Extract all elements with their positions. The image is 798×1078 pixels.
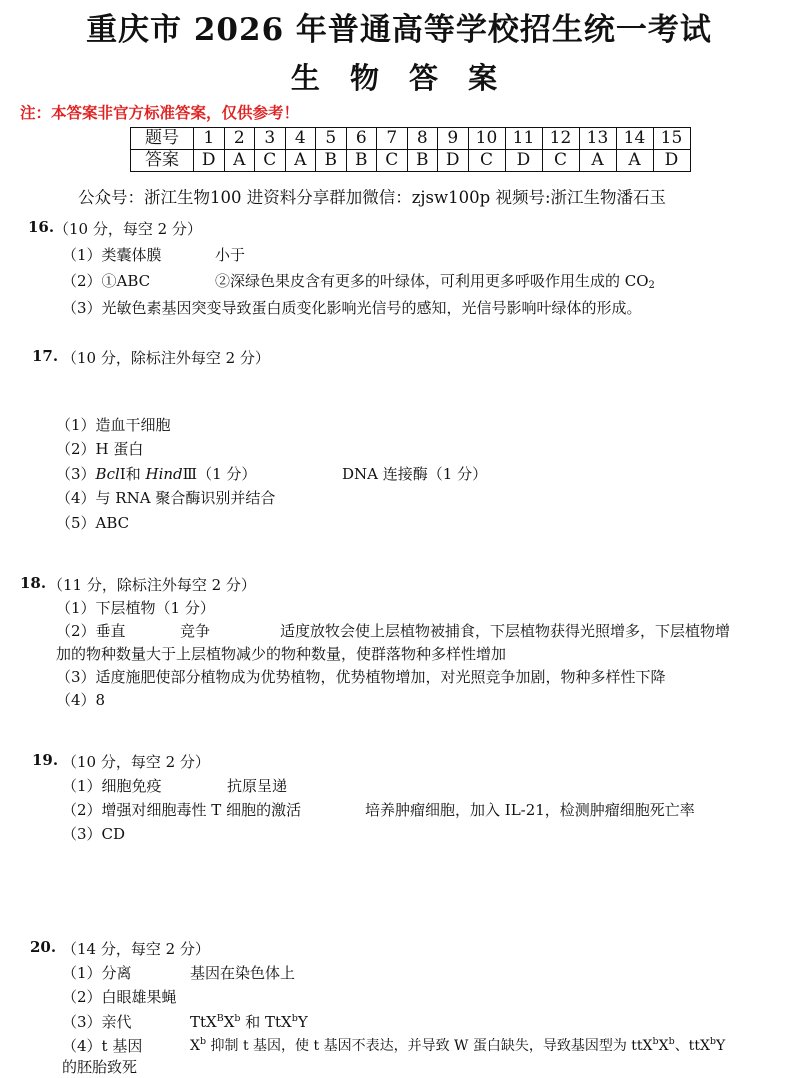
answer-18-1: （1）下层植物（1 分）	[56, 599, 215, 617]
table-cell: 15	[653, 128, 690, 150]
superscript: b	[709, 1036, 716, 1047]
answer-16-1a: （1）类囊体膜	[62, 246, 162, 264]
table-cell: 10	[468, 128, 505, 150]
table-cell: A	[616, 150, 653, 172]
table-cell: A	[285, 150, 316, 172]
table-cell: A	[579, 150, 616, 172]
table-cell: C	[542, 150, 579, 172]
table-cell: 5	[316, 128, 347, 150]
answer-17-3-text: Ⅲ（1 分）	[182, 465, 257, 483]
table-cell: 6	[346, 128, 377, 150]
row-label-answer: 答案	[131, 150, 194, 172]
question-18-score: （11 分，除标注外每空 2 分）	[48, 576, 256, 594]
answer-18-2d: 加的物种数量大于上层植物减少的物种数量，使群落物种多样性增加	[56, 645, 507, 663]
answer-19-2b: 培养肿瘤细胞，加入 IL-21，检测肿瘤细胞死亡率	[365, 801, 695, 819]
question-number-17: 17.	[32, 347, 59, 365]
answer-20-4-text: 抑制 t 基因，使 t 基因不表达，并导致 W 蛋白缺失，导致基因型为 ttX	[206, 1038, 653, 1054]
page-title: 重庆市 2026 年普通高等学校招生统一考试	[86, 12, 712, 48]
genotype-text: TtX	[190, 1013, 217, 1031]
question-number-20: 20.	[30, 938, 57, 956]
row-label-question: 题号	[131, 128, 194, 150]
table-cell: B	[316, 150, 347, 172]
genotype-text: X	[190, 1038, 200, 1054]
table-row	[131, 150, 691, 172]
table-cell: 3	[255, 128, 286, 150]
answer-17-3b: DNA 连接酶（1 分）	[342, 465, 488, 483]
question-16-score: （10 分，每空 2 分）	[54, 220, 202, 238]
answer-16-2b	[215, 270, 655, 291]
enzyme-name: Bcl	[95, 465, 120, 483]
answer-17-3	[56, 463, 256, 484]
answer-20-3a: （3）亲代	[62, 1013, 132, 1031]
answer-18-2c: 适度放牧会使上层植物被捕食，下层植物获得光照增多，下层植物增	[280, 622, 731, 640]
answer-19-2a: （2）增强对细胞毒性 T 细胞的激活	[62, 801, 302, 819]
table-cell: D	[438, 150, 469, 172]
answer-16-3: （3）光敏色素基因突变导致蛋白质变化影响光信号的感知，光信号影响叶绿体的形成。	[62, 299, 642, 317]
answer-17-3-prefix: （3）	[56, 465, 96, 483]
answer-20-1b: 基因在染色体上	[190, 964, 296, 982]
page-subtitle: 生 物 答 案	[290, 61, 508, 95]
table-cell: 2	[224, 128, 255, 150]
superscript: b	[291, 1013, 298, 1024]
answer-17-3-text: Ⅰ和	[119, 465, 146, 483]
genotype-text: Y	[297, 1013, 308, 1031]
superscript: b	[652, 1036, 659, 1047]
answer-16-2a: （2）①ABC	[62, 272, 151, 290]
answer-18-2b: 竞争	[180, 622, 211, 640]
answer-20-5: 的胚胎致死	[62, 1058, 138, 1076]
genotype-text: X	[658, 1038, 669, 1054]
table-cell: 14	[616, 128, 653, 150]
table-cell: D	[505, 150, 542, 172]
table-cell: 8	[407, 128, 438, 150]
question-number-18: 18.	[20, 574, 47, 592]
question-20-score: （14 分，每空 2 分）	[62, 940, 210, 958]
answer-20-2: （2）白眼雄果蝇	[62, 988, 177, 1006]
table-cell: 11	[505, 128, 542, 150]
promo-line: 公众号：浙江生物100 进资料分享群加微信：zjsw100p 视频号:浙江生物潘石玉	[78, 188, 666, 207]
answer-18-2a: （2）垂直	[56, 622, 126, 640]
superscript: b	[668, 1036, 675, 1047]
question-17-score: （10 分，除标注外每空 2 分）	[62, 349, 270, 367]
answer-20-4a: （4）t 基因	[62, 1037, 143, 1055]
answer-table	[130, 127, 691, 172]
table-cell: D	[653, 150, 690, 172]
answer-17-1: （1）造血干细胞	[56, 416, 171, 434]
table-cell: 13	[579, 128, 616, 150]
answer-18-3: （3）适度施肥使部分植物成为优势植物，优势植物增加，对光照竞争加剧，物种多样性下降	[56, 668, 666, 686]
answer-19-3: （3）CD	[62, 825, 126, 843]
table-row	[131, 128, 691, 150]
superscript: b	[199, 1036, 207, 1047]
answer-16-1b: 小于	[215, 246, 246, 264]
table-cell: 7	[377, 128, 408, 150]
answer-17-2: （2）H 蛋白	[56, 440, 144, 458]
genotype-text: 和 TtX	[240, 1013, 292, 1031]
genotype-text: Y	[716, 1038, 726, 1054]
table-cell: 12	[542, 128, 579, 150]
question-number-16: 16.	[28, 218, 55, 236]
genotype-text: 、ttX	[674, 1038, 710, 1054]
superscript: b	[234, 1013, 241, 1024]
question-19-score: （10 分，每空 2 分）	[62, 753, 210, 771]
table-cell: 1	[194, 128, 225, 150]
answer-20-3b	[190, 1011, 308, 1032]
answer-16-2b-text: ②深绿色果皮含有更多的叶绿体，可利用更多呼吸作用生成的 CO	[215, 272, 649, 290]
subscript: 2	[648, 280, 655, 291]
table-cell: C	[255, 150, 286, 172]
answer-20-4b	[190, 1035, 725, 1055]
answer-20-1a: （1）分离	[62, 964, 132, 982]
table-cell: D	[194, 150, 225, 172]
table-cell: C	[468, 150, 505, 172]
answer-17-4: （4）与 RNA 聚合酶识别并结合	[56, 489, 276, 507]
answer-19-1b: 抗原呈递	[227, 777, 288, 795]
table-cell: A	[224, 150, 255, 172]
answer-19-1a: （1）细胞免疫	[62, 777, 162, 795]
enzyme-name: Hind	[145, 465, 183, 483]
superscript: B	[216, 1013, 224, 1024]
table-cell: 9	[438, 128, 469, 150]
genotype-text: X	[223, 1013, 235, 1031]
table-cell: C	[377, 150, 408, 172]
table-cell: B	[346, 150, 377, 172]
table-cell: B	[407, 150, 438, 172]
answer-18-4: （4）8	[56, 691, 106, 709]
disclaimer-note: 注：本答案非官方标准答案，仅供参考！	[20, 104, 300, 122]
question-number-19: 19.	[32, 751, 59, 769]
table-cell: 4	[285, 128, 316, 150]
answer-17-5: （5）ABC	[56, 514, 130, 532]
